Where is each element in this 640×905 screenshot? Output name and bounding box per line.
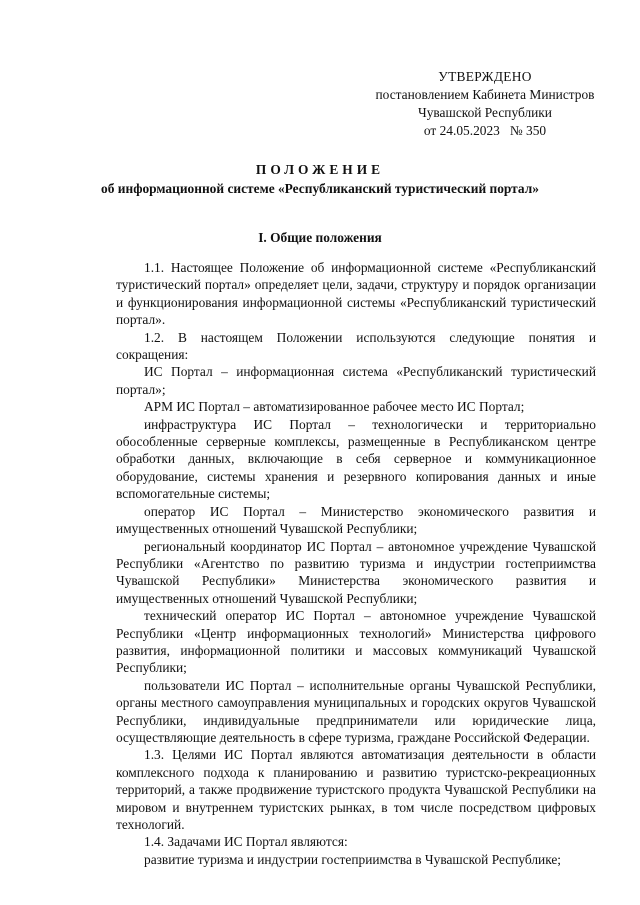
paragraph: оператор ИС Портал – Министерство экономического развития и имущественных отношений Чувашской Республики; — [116, 503, 596, 537]
approval-date-number: от 24.05.2023 № 350 — [423, 123, 547, 138]
paragraph: 1.4. Задачами ИС Портал являются: — [144, 834, 348, 850]
paragraph: АРМ ИС Портал – автоматизированное рабочее место ИС Портал; — [144, 399, 525, 415]
paragraph: 1.2. В настоящем Положении используются следующие понятия и сокращения: — [116, 329, 596, 363]
paragraph: технический оператор ИС Портал – автономное учреждение Чувашской Республики «Центр информационных технологий» Министерства цифрового развития, информационной политики и массовых коммуникаций Чувашской Республики; — [116, 608, 596, 676]
approval-region: Чувашской Республики — [418, 105, 552, 120]
paragraph: 1.3. Целями ИС Портал являются автоматизация деятельности в области комплексного подхода к планированию и развитию туристско-рекреационных территорий, а также продвижение туристского продукта Чувашской Республики на мировом и внутреннем туристских рынках, в том числе посредством цифровых технологий. — [116, 747, 596, 832]
document-body — [116, 259, 596, 868]
document-subtitle: об информационной системе «Республиканский туристический портал» — [101, 181, 539, 196]
approval-title: УТВЕРЖДЕНО — [438, 69, 532, 84]
paragraph: ИС Портал – информационная система «Республиканский туристический портал»; — [116, 364, 596, 397]
approval-authority: постановлением Кабинета Министров — [375, 87, 595, 102]
paragraph: пользователи ИС Портал – исполнительные органы Чувашской Республики, органы местного самоуправления муниципальных и городских округов Чувашской Республики, индивидуальные предприниматели или юридические лица, осуществляющие деятельность в сфере туризма, граждане Российской Федерации. — [116, 677, 596, 745]
paragraph: 1.1. Настоящее Положение об информационной системе «Республиканский туристический портал» определяет цели, задачи, структуру и порядок организации и функционирования информационной системы «Республиканский туристический портал». — [116, 260, 596, 328]
paragraph: развитие туризма и индустрии гостеприимства в Чувашской Республике; — [144, 851, 562, 867]
section-heading: I. Общие положения — [258, 230, 382, 245]
document-title: ПОЛОЖЕНИЕ — [255, 162, 385, 177]
paragraph: инфраструктура ИС Портал – технологически и территориально обособленные серверные комплексы, размещенные в Республиканском центре обработки данных, включающие в себя серверное и коммуникационное оборудование, системы хранения и резервного копирования данных и иные вспомогательные системы; — [116, 416, 596, 502]
paragraph: региональный координатор ИС Портал – автономное учреждение Чувашской Республики «Агентство по развитию туризма и индустрии гостеприимства Чувашской Республики» Министерства экономического развития и имущественных отношений Чувашской Республики; — [116, 538, 596, 606]
approval-stamp — [360, 68, 610, 140]
